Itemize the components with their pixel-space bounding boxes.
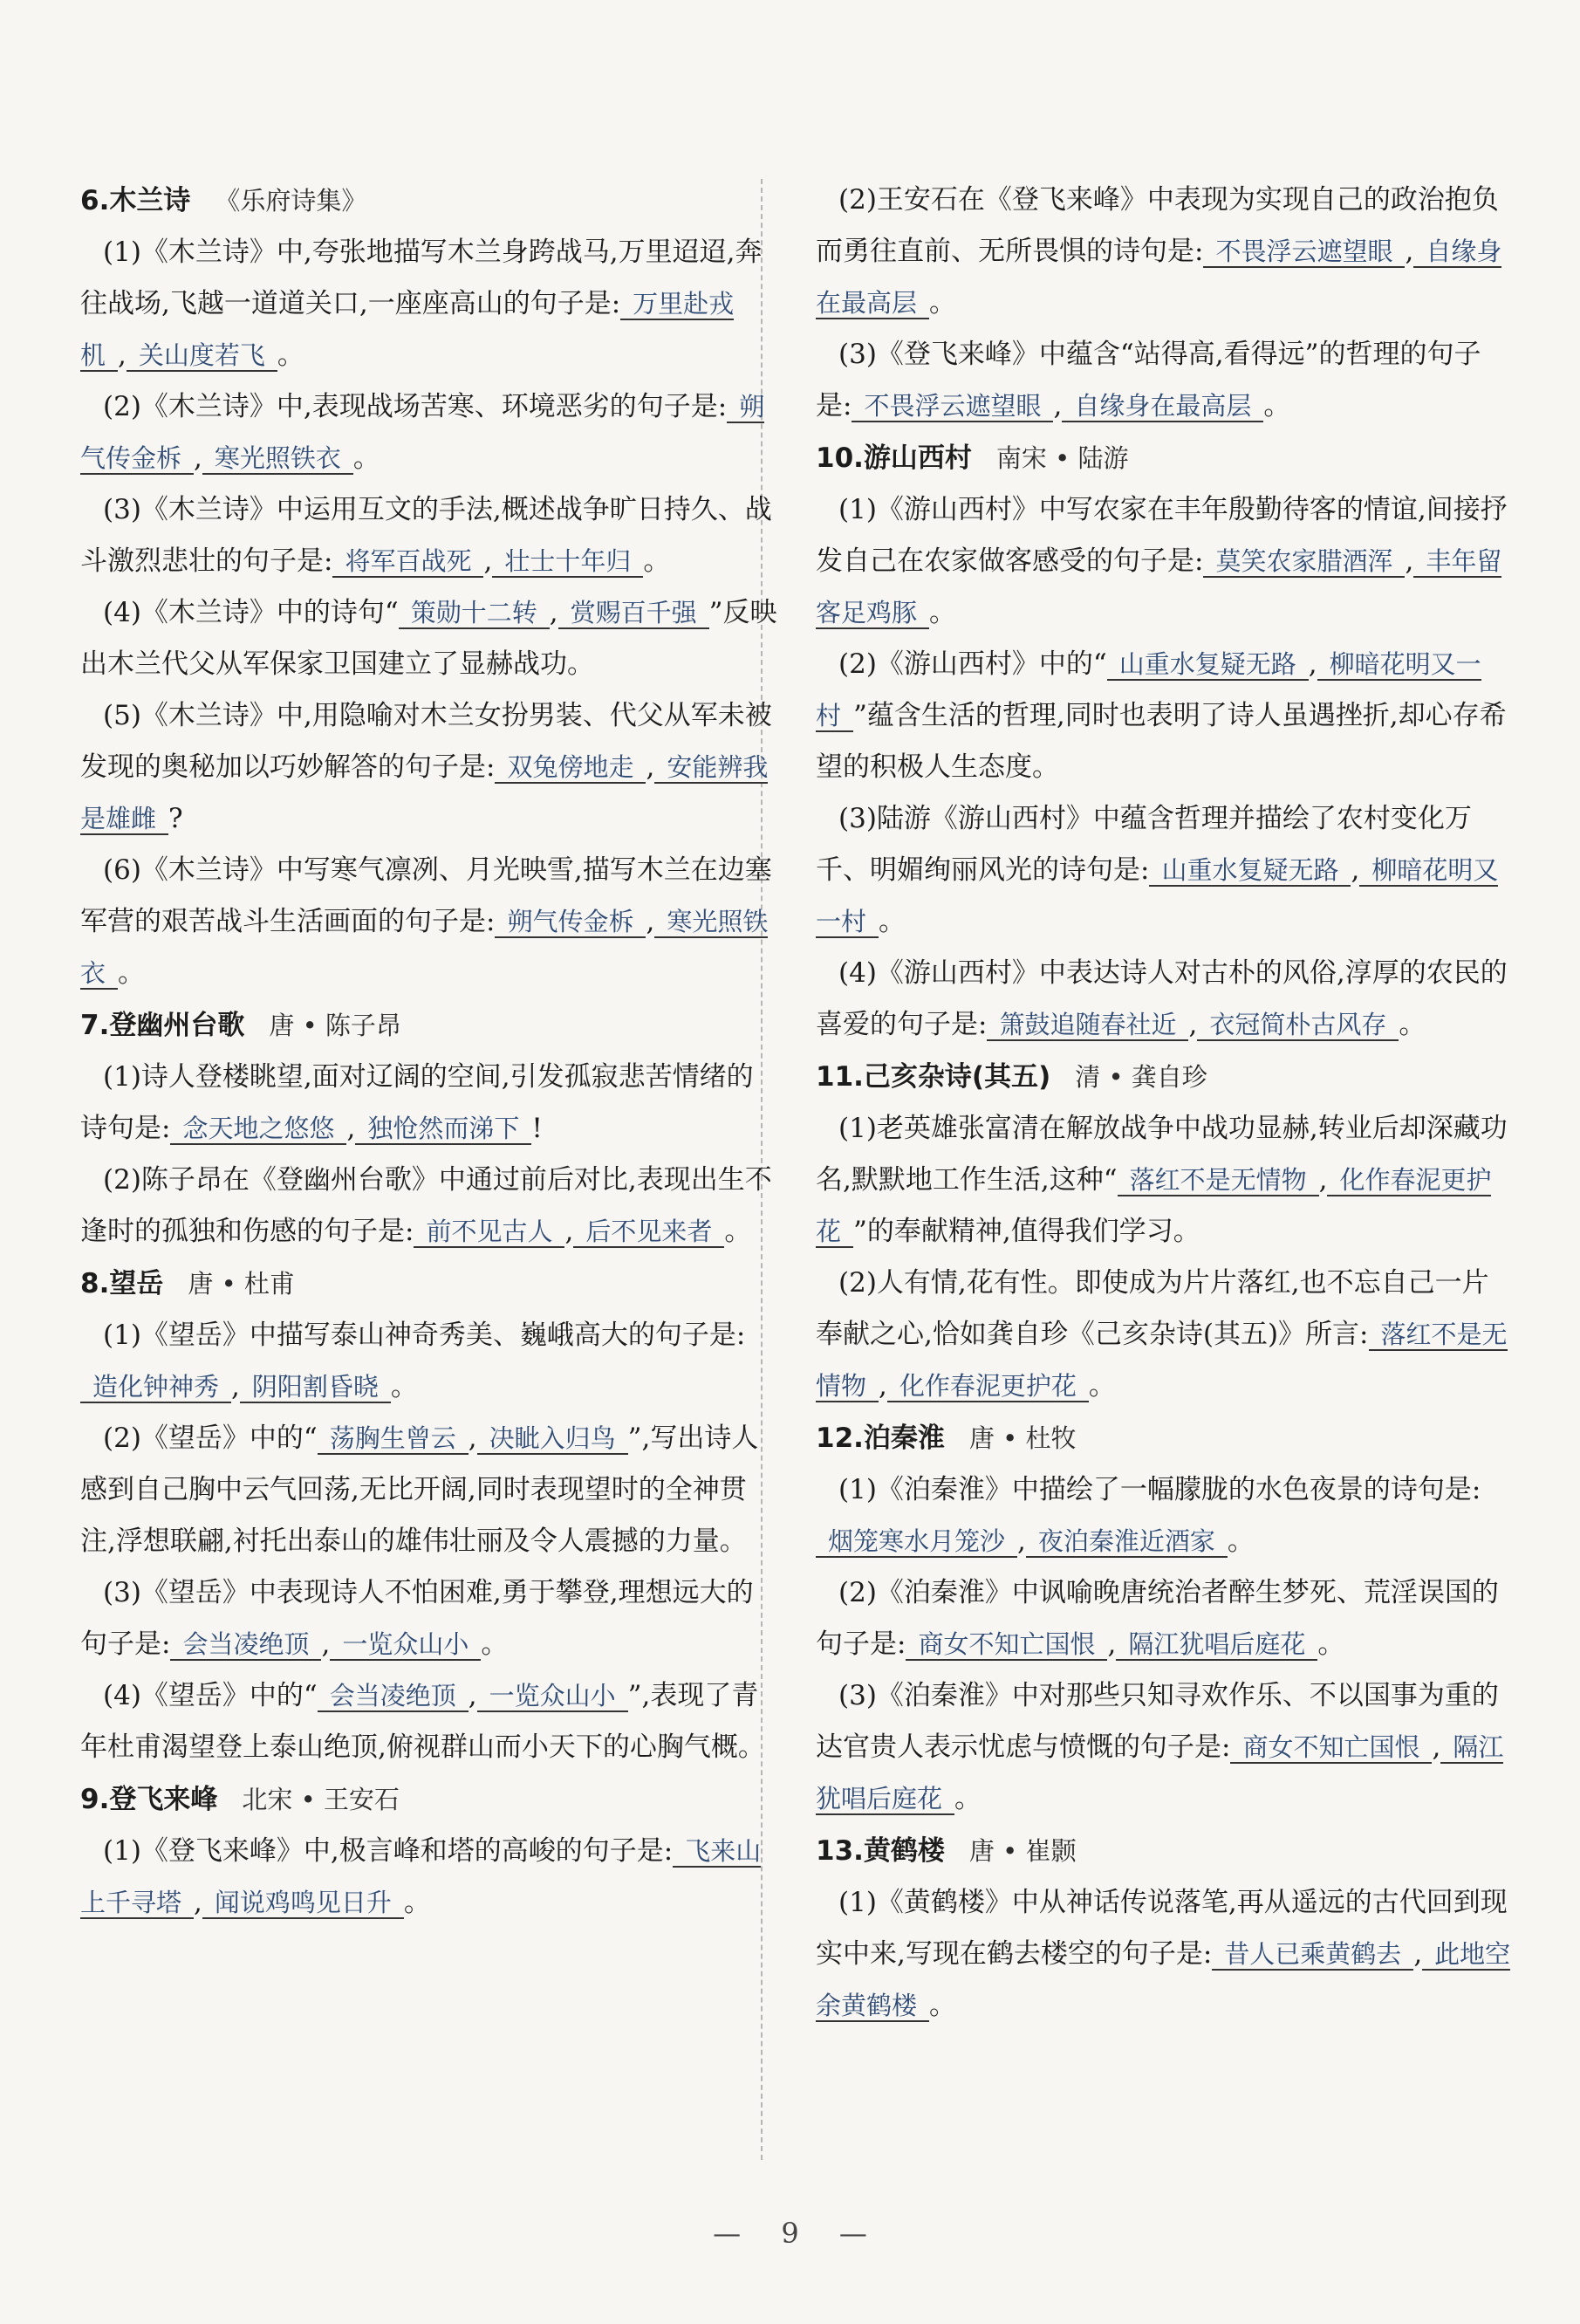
question-text: (2)人有情,花有性。即使成为片片落红,也不忘自己一片奉献之心,恰如龚自珍《己亥杂诗(其五)》所言: — [816, 1267, 1489, 1350]
question-text: (4)《望岳》中的“ — [103, 1680, 318, 1711]
question-text: ! — [531, 1113, 543, 1144]
answer-blank: 闻说鸡鸣见日升 — [202, 1888, 404, 1919]
question-text: 。 — [118, 957, 146, 989]
section-13 — [816, 1825, 1514, 2032]
section-source: 唐 • 杜牧 — [968, 1423, 1077, 1453]
answer-blank: 衣冠简朴古风存 — [1197, 1010, 1399, 1041]
question-text: , — [1405, 545, 1414, 577]
answer-blank: 双兔傍地走 — [495, 752, 646, 784]
answer-blank: 造化钟神秀 — [80, 1372, 231, 1403]
question-text: , — [118, 339, 127, 371]
question-text: , — [194, 1887, 202, 1918]
question-text: (3)《木兰诗》中运用互文的手法,概述战争旷日持久、战斗激烈悲壮的句子是: — [80, 494, 772, 577]
answer-blank: 自缘身在最高层 — [1062, 391, 1263, 422]
question-item — [80, 1155, 778, 1258]
section-heading — [816, 1412, 1514, 1464]
question-text: , — [1351, 854, 1360, 886]
question-text: , — [346, 1113, 356, 1144]
section-title: 游山西村 — [863, 442, 972, 474]
question-text: , — [549, 597, 558, 628]
question-item — [80, 1670, 778, 1773]
question-text: , — [1413, 1938, 1423, 1970]
question-item — [80, 690, 778, 845]
question-text: , — [1308, 648, 1317, 680]
question-text: (5)《木兰诗》中,用隐喻对木兰女扮男装、代父从军未被发现的奥秘加以巧妙解答的句子是: — [80, 700, 772, 783]
section-10 — [816, 432, 1514, 1051]
answer-blank: 飞来山上千寻塔 — [80, 1836, 762, 1917]
question-text: , — [1017, 1525, 1026, 1557]
answer-blank: 山重水复疑无路 — [1149, 855, 1351, 887]
question-text: 。 — [481, 1628, 509, 1660]
question-text: (1)《黄鹤楼》中从神话传说落笔,再从遥远的古代回到现实中来,写现在鹤去楼空的句子是: — [816, 1887, 1508, 1970]
answer-blank: 会当凌绝顶 — [318, 1681, 469, 1712]
answer-blank: 夜泊秦淮近酒家 — [1026, 1526, 1228, 1558]
question-text: (1)《泊秦淮》中描绘了一幅朦胧的水色夜景的诗句是: — [838, 1474, 1481, 1505]
answer-blank: 阴阳割昏晓 — [240, 1372, 391, 1403]
question-text: (1)《望岳》中描写泰山神奇秀美、巍峨高大的句子是: — [103, 1320, 746, 1351]
section-9 — [80, 1773, 778, 1929]
question-item — [80, 845, 778, 999]
question-text: 。 — [929, 287, 957, 319]
question-item — [80, 1826, 778, 1929]
answer-blank: 丰年留客足鸡豚 — [816, 546, 1502, 627]
section-number: 8. — [80, 1268, 110, 1299]
question-text: (3)《望岳》中表现诗人不怕困难,勇于攀登,理想远大的句子是: — [80, 1577, 754, 1660]
answer-blank: 一览众山小 — [477, 1681, 628, 1712]
section-source: 北宋 • 王安石 — [242, 1785, 400, 1814]
question-text: ”,表现了青年杜甫渴望登上泰山绝顶,俯视群山而小天下的心胸气概。 — [80, 1680, 765, 1763]
answer-blank: 落红不是无情物 — [1118, 1165, 1319, 1196]
answer-blank: 寒光照铁衣 — [202, 443, 353, 475]
answer-blank: 将军百战死 — [332, 546, 483, 578]
answer-blank: 莫笑农家腊酒浑 — [1203, 546, 1405, 578]
question-text: , — [1318, 1164, 1328, 1196]
question-text: (2)《木兰诗》中,表现战场苦寒、环境恶劣的句子是: — [103, 391, 728, 422]
question-item — [80, 227, 778, 381]
question-item — [816, 1670, 1514, 1825]
section-title: 登幽州台歌 — [109, 1010, 245, 1041]
page-number-dash-left: — — [713, 2217, 742, 2250]
question-text: (2)《泊秦淮》中讽喻晚唐统治者醉生梦死、荒淫误国的句子是: — [816, 1577, 1499, 1660]
question-item — [816, 1567, 1514, 1670]
question-text: , — [879, 1370, 887, 1402]
question-item — [80, 381, 778, 484]
question-item — [816, 639, 1514, 793]
question-item — [80, 1310, 778, 1413]
answer-blank: 不畏浮云遮望眼 — [852, 391, 1053, 422]
section-source: 唐 • 杜甫 — [188, 1269, 295, 1299]
answer-blank: 柳暗花明又一村 — [816, 649, 1481, 730]
question-text: (6)《木兰诗》中写寒气凛冽、月光映雪,描写木兰在边塞军营的艰苦战斗生活画面的句子是: — [80, 854, 772, 937]
answer-blank: 荡胸生曾云 — [318, 1423, 469, 1455]
section-source: 南宋 • 陆游 — [995, 443, 1129, 473]
question-text: , — [1107, 1628, 1117, 1660]
section-number: 13. — [816, 1835, 864, 1867]
answer-blank: 化作春泥更护花 — [887, 1371, 1089, 1402]
question-item — [816, 1258, 1514, 1412]
answer-blank: 壮士十年归 — [492, 546, 643, 578]
question-text: , — [194, 442, 202, 474]
section-title: 己亥杂诗(其五) — [863, 1061, 1051, 1093]
question-text: , — [483, 545, 493, 577]
question-text: (1)诗人登楼眺望,面对辽阔的空间,引发孤寂悲苦情绪的诗句是: — [80, 1061, 754, 1144]
question-item — [816, 329, 1514, 432]
question-text: (1)老英雄张富清在解放战争中战功显赫,转业后却深藏功名,默默地工作生活,这种“ — [816, 1113, 1508, 1196]
answer-blank: 不畏浮云遮望眼 — [1203, 237, 1405, 268]
section-number: 7. — [80, 1010, 110, 1041]
question-text: 。 — [954, 1783, 982, 1814]
question-text: (2)王安石在《登飞来峰》中表现为实现自己的政治抱负而勇往直前、无所畏惧的诗句是: — [816, 184, 1499, 267]
section-11 — [816, 1051, 1514, 1412]
section-title: 木兰诗 — [109, 185, 191, 216]
answer-blank: 商女不知亡国恨 — [906, 1629, 1107, 1661]
question-text: (2)《游山西村》中的“ — [838, 648, 1107, 680]
section-9 — [816, 175, 1514, 432]
section-number: 11. — [816, 1061, 864, 1093]
answer-blank: 策勋十二转 — [399, 598, 550, 629]
right-column — [816, 175, 1514, 2032]
question-text: , — [564, 1216, 574, 1247]
question-text: ”的奉献精神,值得我们学习。 — [853, 1216, 1200, 1247]
section-heading — [80, 1258, 778, 1310]
answer-blank: 一览众山小 — [330, 1629, 481, 1661]
question-text: ”,写出诗人感到自己胸中云气回荡,无比开阔,同时表现望时的全神贯注,浮想联翩,衬托出泰山的雄伟壮丽及令人震撼的力量。 — [80, 1423, 759, 1557]
question-item — [816, 793, 1514, 948]
question-text: 。 — [390, 1371, 418, 1402]
section-title: 黄鹤楼 — [863, 1835, 945, 1867]
page-number — [0, 2217, 1580, 2250]
question-text: 。 — [929, 1990, 957, 2021]
question-text: 。 — [352, 442, 380, 474]
section-12 — [816, 1412, 1514, 1825]
answer-blank: 会当凌绝顶 — [170, 1629, 321, 1661]
question-text: (1)《登飞来峰》中,极言峰和塔的高峻的句子是: — [103, 1835, 674, 1867]
answer-blank: 万里赴戎机 — [80, 289, 735, 370]
answer-blank: 隔江犹唱后庭花 — [1116, 1629, 1317, 1661]
question-text: , — [1188, 1009, 1198, 1040]
answer-blank: 赏赐百千强 — [558, 598, 709, 629]
answer-blank: 落红不是无情物 — [816, 1320, 1508, 1401]
question-text: (3)陆游《游山西村》中蕴含哲理并描绘了农村变化万千、明媚绚丽风光的诗句是: — [816, 803, 1472, 886]
answer-blank: 昔人已乘黄鹤去 — [1212, 1939, 1413, 1971]
question-text: ”反映出木兰代父从军保家卫国建立了显赫战功。 — [80, 597, 777, 680]
answer-blank: 独怆然而涕下 — [355, 1114, 531, 1145]
section-heading — [816, 1825, 1514, 1877]
section-heading — [80, 175, 778, 227]
section-source: 唐 • 崔颢 — [968, 1836, 1077, 1866]
question-item — [80, 1567, 778, 1670]
question-text: (3)《登飞来峰》中蕴含“站得高,看得远”的哲理的句子是: — [816, 339, 1481, 422]
section-title: 登飞来峰 — [109, 1784, 218, 1815]
answer-blank: 朔气传金柝 — [495, 907, 646, 938]
question-text: 。 — [643, 545, 671, 577]
answer-blank: 箫鼓追随春社近 — [987, 1010, 1188, 1041]
answer-blank: 商女不知亡国恨 — [1230, 1732, 1432, 1764]
question-text: , — [468, 1680, 477, 1711]
question-text: , — [1405, 236, 1414, 267]
question-text: 。 — [1088, 1370, 1116, 1402]
question-text: (4)《木兰诗》中的诗句“ — [103, 597, 399, 628]
section-heading — [816, 1051, 1514, 1103]
answer-blank: 后不见来者 — [573, 1217, 724, 1248]
question-text: 。 — [1227, 1525, 1255, 1557]
question-item — [80, 1052, 778, 1155]
question-text: , — [646, 906, 655, 937]
question-item — [816, 1464, 1514, 1567]
section-title: 望岳 — [109, 1268, 164, 1299]
answer-blank: 念天地之悠悠 — [170, 1114, 346, 1145]
question-text: , — [468, 1423, 477, 1454]
question-text: 。 — [879, 906, 906, 937]
section-source: 唐 • 陈子昂 — [269, 1011, 401, 1040]
question-text: 。 — [403, 1887, 431, 1918]
answer-blank: 自缘身在最高层 — [816, 237, 1502, 318]
question-text: 。 — [1317, 1628, 1345, 1660]
section-number: 10. — [816, 442, 864, 474]
question-text: (1)《游山西村》中写农家在丰年殷勤待客的情谊,间接抒发自己在农家做客感受的句子是: — [816, 494, 1508, 577]
section-source: 《乐府诗集》 — [215, 186, 367, 216]
question-text: 。 — [929, 597, 957, 628]
question-item — [80, 484, 778, 587]
question-text: (2)陈子昂在《登幽州台歌》中通过前后对比,表现出生不逢时的孤独和伤感的句子是: — [80, 1164, 772, 1247]
question-item — [80, 1413, 778, 1567]
page-number-value: 9 — [781, 2217, 799, 2250]
question-text: 。 — [1263, 390, 1291, 422]
section-number: 9. — [80, 1784, 110, 1815]
answer-blank: 隔江犹唱后庭花 — [816, 1732, 1504, 1813]
answer-blank: 柳暗花明又一村 — [816, 855, 1499, 936]
question-item — [816, 1877, 1514, 2032]
question-text: , — [1432, 1731, 1441, 1763]
left-column — [80, 175, 778, 1929]
question-text: 。 — [277, 339, 304, 371]
section-heading — [80, 999, 778, 1052]
answer-blank: 化作春泥更护花 — [816, 1165, 1492, 1246]
section-source: 清 • 龚自珍 — [1075, 1062, 1207, 1092]
question-item — [816, 1103, 1514, 1258]
question-text: (1)《木兰诗》中,夸张地描写木兰身跨战马,万里迢迢,奔往战场,飞越一道道关口,一座座高山的句子是: — [80, 237, 763, 319]
question-text: 。 — [724, 1216, 752, 1247]
question-text: (3)《泊秦淮》中对那些只知寻欢作乐、不以国事为重的达官贵人表示忧虑与愤慨的句子是: — [816, 1680, 1499, 1763]
answer-blank: 寒光照铁衣 — [80, 907, 769, 988]
question-text: , — [646, 751, 655, 783]
question-item — [816, 484, 1514, 639]
question-item — [816, 948, 1514, 1051]
section-number: 12. — [816, 1423, 864, 1454]
answer-blank: 山重水复疑无路 — [1107, 649, 1309, 681]
question-text: ”蕴含生活的哲理,同时也表明了诗人虽遇挫折,却心存希望的积极人生态度。 — [816, 700, 1507, 783]
section-heading — [816, 432, 1514, 484]
question-text: , — [231, 1371, 240, 1402]
question-item — [80, 587, 778, 690]
section-7 — [80, 999, 778, 1258]
question-text: (4)《游山西村》中表达诗人对古朴的风俗,淳厚的农民的喜爱的句子是: — [816, 957, 1508, 1040]
answer-blank: 此地空余黄鹤楼 — [816, 1939, 1511, 2020]
section-8 — [80, 1258, 778, 1773]
section-number: 6. — [80, 185, 110, 216]
question-text: , — [1053, 390, 1063, 422]
answer-blank: 烟笼寒水月笼沙 — [816, 1526, 1017, 1558]
answer-blank: 朔气传金柝 — [80, 392, 765, 473]
section-heading — [80, 1773, 778, 1826]
answer-blank: 安能辨我是雄雌 — [80, 752, 769, 833]
answer-blank: 前不见古人 — [414, 1217, 564, 1248]
answer-blank: 决眦入归鸟 — [477, 1423, 628, 1455]
section-6 — [80, 175, 778, 999]
question-text: (2)《望岳》中的“ — [103, 1423, 318, 1454]
section-title: 泊秦淮 — [863, 1423, 945, 1454]
question-item — [816, 175, 1514, 329]
question-text: , — [321, 1628, 331, 1660]
answer-blank: 关山度若飞 — [127, 340, 277, 372]
page-number-dash-right: — — [838, 2217, 867, 2250]
question-text: 。 — [1399, 1009, 1426, 1040]
question-text: ? — [168, 803, 183, 834]
